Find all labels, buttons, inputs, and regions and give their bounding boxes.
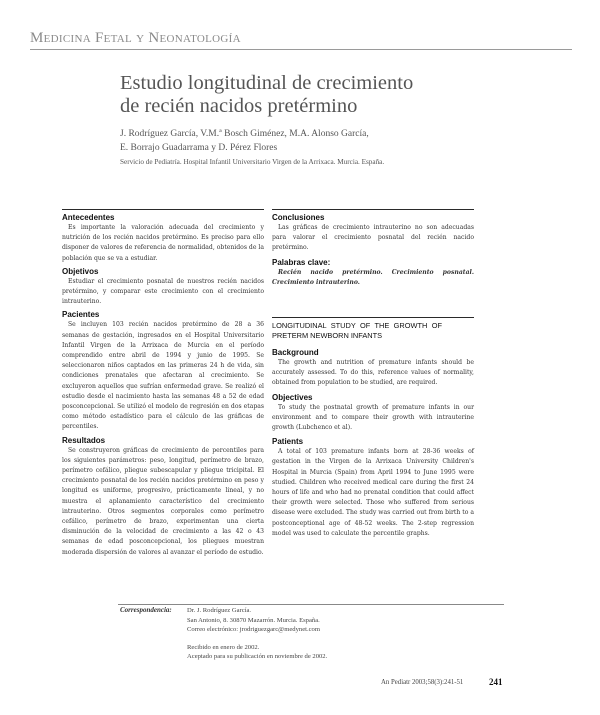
patients-heading: Patients <box>272 437 304 447</box>
antecedentes-text: Es importante la valoración adecuada del crecimiento y nutrición de los recién nacidos pretérmino. Es preciso para ello disponer de valores de referencia de normalidad, obtenidos de la población que se va a estudiar. <box>62 224 264 262</box>
accepted-date: Aceptado para su publicación en noviembre de 2002. <box>187 653 328 660</box>
footer-rule <box>118 604 504 605</box>
journal-citation: An Pediatr 2003;58(3):241-51 <box>381 679 464 686</box>
correspondence-email[interactable]: Correo electrónico: jrodriguezgarc@medynet.com <box>187 626 320 633</box>
palabras-clave-text: Recién nacido pretérmino. Crecimiento posnatal. Crecimiento intrauterino. <box>272 268 474 286</box>
correspondence-label: Correspondencia: <box>120 606 172 614</box>
left-column-rule <box>62 209 264 210</box>
article-title-line-1: Estudio longitudinal de crecimiento <box>120 72 414 94</box>
objetivos-text: Estudiar el crecimiento posnatal de nuestros recién nacidos pretérmino, y comparar este crecimiento con el crecimiento intrauterino. <box>62 277 264 306</box>
authors-line-1: J. Rodríguez García, V.M.ª Bosch Giménez, M.A. Alonso García, <box>120 129 369 139</box>
objectives-heading: Objectives <box>272 392 313 402</box>
antecedentes-heading: Antecedentes <box>62 213 115 222</box>
right-column-rule <box>272 209 474 210</box>
page-number: 241 <box>489 677 503 687</box>
resultados-text: Se construyeron gráficas de crecimiento de percentiles para los siguientes parámetros: peso, longitud, perímetro de brazo, perímetro cefálico, pliegue subescapular y pliegue tricipital. El crecimiento posnatal de los recién nacidos pretérmino en peso y longitud es uniforme, progresivo, prácticamente lineal, y no muestra el aplanamiento característico del crecimiento intrauterino. Otros segmentos corporales como perímetro cefálico, perímetro de brazo, experimentan una cierta disminución de la velocidad de crecimiento a las 42 o 43 semanas de edad posconcepcional, los pliegues muestran moderada dispersión de valores al avanzar el período de estudio. <box>62 446 264 556</box>
received-date: Recibido en enero de 2002. <box>187 643 260 651</box>
conclusiones-heading: Conclusiones <box>272 213 325 222</box>
objetivos-heading: Objetivos <box>62 266 99 276</box>
background-heading: Background <box>272 348 319 357</box>
english-abstract-rule <box>272 317 474 318</box>
patients-text: A total of 103 premature infants born at 28-36 weeks of gestation in the Virgen de la Arrixaca University Children's Hospital in Murcia (Spain) from April 1994 to June 1995 were studied. Children who received medical care during the first 24 hours of life and who had no prenatal condition that could affect their growth were selected. Those who suffered from serious disease were excluded. The study was carried out from birth to a postconceptional age of 48-52 weeks. The 2-step regression model was used to calculate the percentile graphs. <box>272 448 474 537</box>
background-text: The growth and nutrition of premature infants should be accurately assessed. To do this, reference values of normality, obtained from population to be studied, are required. <box>272 359 474 387</box>
correspondence-name: Dr. J. Rodríguez García. <box>187 607 252 614</box>
authors-line-2: E. Borrajo Guadarrama y D. Pérez Flores <box>120 142 278 153</box>
affiliation: Servicio de Pediatría. Hospital Infantil Universitario Virgen de la Arrixaca. Murcia. España. <box>120 158 385 166</box>
correspondence-address: San Antonio, 8. 30870 Mazarrón. Murcia. España. <box>187 616 320 624</box>
pacientes-text: Se incluyen 103 recién nacidos pretérmino de 28 a 36 semanas de gestación, ingresados en el Hospital Universitario Infantil Virgen de la Arrixaca de Murcia en el período comprendido entre abril de 1994 y junio de 1995. Se seleccionaron niños captados en las primeras 24 h de vida, sin condiciones prenatales que afectaran al crecimiento. Se excluyeron aquellos que sufrían enfermedad grave. Se realizó el estudio desde el nacimiento hasta las semanas 48 a 52 de edad posconcepcional. Se utilizó el modelo de regresión en dos etapas como método estadístico para el cálculo de las gráficas de percentiles. <box>62 321 264 431</box>
article-title <box>120 72 540 118</box>
abstract-es-right-column <box>272 212 474 288</box>
section-title: Medicina Fetal y Neonatología <box>30 30 241 46</box>
resultados-heading: Resultados <box>62 435 106 445</box>
english-title: LONGITUDINAL STUDY OF THE GROWTH OF PRETERM NEWBORN INFANTS <box>272 321 442 340</box>
abstract-en-column <box>272 321 474 539</box>
conclusiones-text: Las gráficas de crecimiento intrauterino no son adecuadas para valorar el crecimiento posnatal del recién nacido pretérmino. <box>272 224 474 252</box>
abstract-es-left-column <box>62 212 264 558</box>
objectives-text: To study the postnatal growth of premature infants in our environment and to compare their growth with intrauterine growth (Lubchenco et al). <box>272 403 474 432</box>
article-title-line-2: de recién nacidos pretérmino <box>120 95 358 117</box>
correspondence-block <box>187 606 507 662</box>
authors <box>120 128 540 155</box>
pacientes-heading: Pacientes <box>62 310 100 320</box>
palabras-clave-heading: Palabras clave: <box>272 257 331 267</box>
